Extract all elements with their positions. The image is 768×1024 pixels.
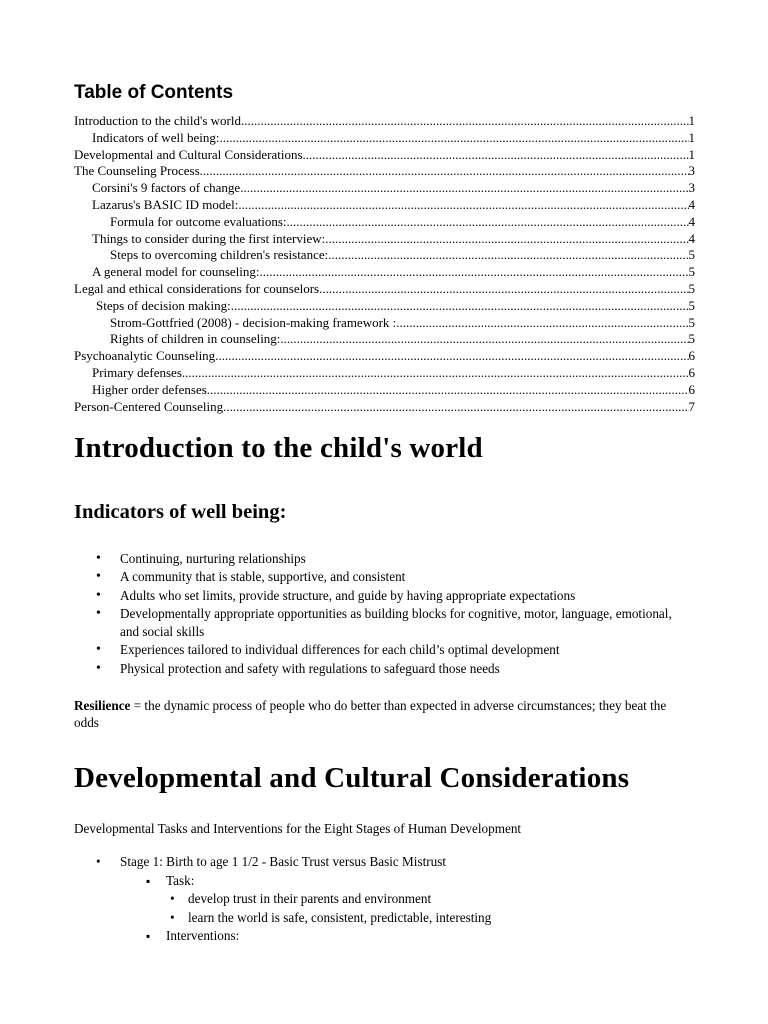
toc-dot-leader: [260, 264, 689, 281]
toc-dot-leader: [215, 348, 688, 365]
toc-entry-label: Steps to overcoming children's resistance:: [110, 247, 329, 263]
toc-entry-label: Legal and ethical considerations for counselors: [74, 280, 320, 296]
toc-entry-label: Formula for outcome evaluations:: [110, 213, 287, 229]
task-item: • learn the world is safe, consistent, predictable, interesting: [74, 909, 694, 928]
list-item: • A community that is stable, supportive, and consistent: [74, 568, 674, 586]
toc-entry[interactable]: [74, 180, 695, 197]
toc-entry[interactable]: [74, 399, 695, 416]
toc-entry-label: Developmental and Cultural Considerations: [74, 146, 303, 162]
toc-entry[interactable]: [74, 214, 695, 231]
toc-entry-label: Things to consider during the first interview:: [92, 230, 326, 246]
subheading-indicators: Indicators of well being:: [74, 501, 287, 523]
interventions-label: ▪ Interventions:: [74, 927, 694, 946]
toc-dot-leader: [200, 163, 689, 180]
toc-entry[interactable]: [74, 163, 695, 180]
toc-entry-label: Psychoanalytic Counseling: [74, 348, 216, 364]
toc-page-number: 5: [688, 314, 695, 330]
toc-dot-leader: [325, 231, 688, 248]
toc-page-number: 3: [688, 163, 695, 179]
section-heading-intro: Introduction to the child's world: [74, 432, 483, 464]
toc-page-number: 5: [688, 247, 695, 263]
section-heading-developmental: Developmental and Cultural Considerations: [74, 762, 630, 794]
list-item: • Adults who set limits, provide structure, and guide by having appropriate expectations: [74, 587, 674, 605]
toc-dot-leader: [319, 281, 688, 298]
toc-entry[interactable]: [74, 298, 695, 315]
toc-entry-label: Corsini's 9 factors of change: [92, 180, 241, 196]
toc-dot-leader: [231, 298, 689, 315]
toc-page-number: 5: [688, 331, 695, 347]
developmental-intro: Developmental Tasks and Interventions for the Eight Stages of Human Development: [74, 821, 522, 836]
toc-page-number: 1: [688, 129, 695, 145]
toc-entry[interactable]: [74, 113, 695, 130]
toc-page-number: 6: [688, 348, 695, 364]
task-label: ▪ Task:: [74, 872, 694, 891]
toc-page-number: 4: [688, 196, 695, 212]
toc-entry[interactable]: [74, 348, 695, 365]
list-item: • Continuing, nurturing relationships: [74, 550, 674, 568]
resilience-definition: [74, 697, 694, 731]
toc-entry-label: Higher order defenses: [92, 381, 207, 397]
toc-dot-leader: [396, 315, 688, 332]
list-item: • Developmentally appropriate opportunities as building blocks for cognitive, motor, language, emotional, and social skills: [74, 605, 674, 642]
resilience-text: = the dynamic process of people who do better than expected in adverse circumstances; they beat the odds: [74, 698, 667, 730]
toc-page-number: 4: [688, 213, 695, 229]
toc-entry-label: Lazarus's BASIC ID model:: [92, 196, 239, 212]
toc-entry[interactable]: [74, 331, 695, 348]
task-item: • develop trust in their parents and environment: [74, 890, 694, 909]
toc-dot-leader: [219, 130, 688, 147]
toc-dot-leader: [328, 247, 688, 264]
toc-page-number: 4: [688, 230, 695, 246]
toc-entry[interactable]: [74, 365, 695, 382]
toc-entry-label: Steps of decision making:: [96, 297, 231, 313]
toc-entry-label: A general model for counseling:: [92, 264, 260, 280]
toc-page-number: 6: [688, 364, 695, 380]
toc-page-number: 5: [688, 297, 695, 313]
resilience-term: Resilience: [74, 698, 131, 713]
table-of-contents: [74, 113, 695, 415]
toc-entry-label: Rights of children in counseling:: [110, 331, 281, 347]
toc-dot-leader: [303, 147, 689, 164]
toc-entry[interactable]: [74, 264, 695, 281]
toc-entry[interactable]: [74, 231, 695, 248]
toc-dot-leader: [238, 197, 688, 214]
toc-page-number: 5: [688, 280, 695, 296]
toc-entry[interactable]: [74, 147, 695, 164]
toc-entry[interactable]: [74, 130, 695, 147]
toc-dot-leader: [207, 382, 689, 399]
toc-entry-label: Person-Centered Counseling: [74, 398, 224, 414]
toc-page-number: 3: [688, 180, 695, 196]
toc-entry-label: Primary defenses: [92, 364, 182, 380]
toc-entry[interactable]: [74, 382, 695, 399]
toc-dot-leader: [223, 399, 688, 416]
toc-entry[interactable]: [74, 315, 695, 332]
toc-entry[interactable]: [74, 281, 695, 298]
toc-page-number: 1: [688, 146, 695, 162]
toc-dot-leader: [240, 180, 688, 197]
toc-page-number: 7: [688, 398, 695, 414]
stage-item: • Stage 1: Birth to age 1 1/2 - Basic Trust versus Basic Mistrust: [74, 853, 694, 872]
toc-dot-leader: [280, 331, 688, 348]
toc-entry-label: Introduction to the child's world: [74, 113, 241, 128]
toc-page-number: 6: [688, 381, 695, 397]
list-item: • Experiences tailored to individual differences for each child’s optimal development: [74, 641, 674, 659]
toc-title: Table of Contents: [74, 82, 234, 103]
toc-entry-label: The Counseling Process: [74, 163, 200, 179]
toc-page-number: 5: [688, 264, 695, 280]
toc-entry-label: Strom-Gottfried (2008) - decision-making framework :: [110, 314, 397, 330]
toc-dot-leader: [287, 214, 689, 231]
toc-entry[interactable]: [74, 197, 695, 214]
indicators-list: [74, 550, 674, 678]
toc-entry[interactable]: [74, 247, 695, 264]
toc-dot-leader: [241, 113, 689, 130]
toc-page-number: 1: [688, 113, 695, 128]
stages-list: [74, 853, 694, 946]
toc-dot-leader: [182, 365, 689, 382]
list-item: • Physical protection and safety with regulations to safeguard those needs: [74, 660, 674, 678]
toc-entry-label: Indicators of well being:: [92, 129, 220, 145]
